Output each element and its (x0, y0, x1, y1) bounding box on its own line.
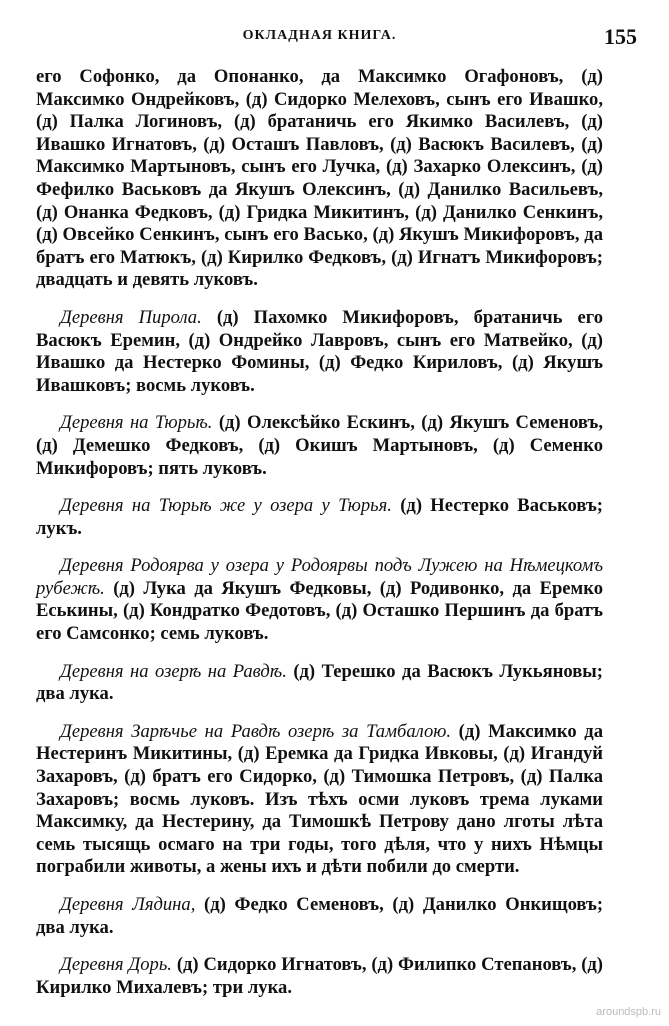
watermark-text: aroundspb.ru (596, 1006, 661, 1018)
running-head (36, 24, 637, 50)
running-title: ОКЛАДНАЯ КНИГА. (242, 28, 397, 43)
village-name: Деревня на озерѣ на Равдѣ. (60, 660, 287, 682)
paragraph-text: (д) Олексѣйко Ескинъ, (д) Якушъ Семеновъ, (д) Демешко Федковъ, (д) Окишъ Мартыновъ, (д) Семенко Микифоровъ; пять луковъ. (36, 412, 603, 479)
body-text (36, 66, 603, 999)
village-name: Деревня Зарѣчье на Равдѣ озерѣ за Тамбалою. (60, 720, 452, 742)
paragraph-text: (д) Терешко да Васюкъ Лукьяновы; два лука. (36, 660, 603, 705)
paragraph-na-tyurie (36, 412, 603, 480)
page-number: 155 (604, 24, 637, 49)
paragraph-text: (д) Лука да Якушъ Федковы, (д) Родивонко, да Еремко Еськины, (д) Кондратко Федотовъ, (д) Осташко Першинъ да братъ его Самсонко; семь луковъ. (36, 577, 603, 645)
paragraph-text: его Софонко, да Опонанко, да Максимко Огафоновъ, (д) Максимко Ондрейковъ, (д) Сидорко Мелеховъ, сынъ его Ивашко, (д) Палка Логиновъ, (д) братаничь его Якимко Василевъ, (д) Ивашко Игнатовъ, (д) Осташъ Павловъ, (д) Васюкъ Василевъ, (д) Максимко Мартыновъ, сынъ его Лучка, (д) Захарко Олексинъ, (д) Фефилко Васьковъ да Якушъ Олексинъ, (д) Данилко Васильевъ, (д) Онанка Федковъ, (д) Гридка Микитинъ, (д) Данилко Сенкинъ, (д) Овсейко Сенкинъ, сынъ его Васько, (д) Якушъ Микифоровъ, да братъ его Матюкъ, (д) Кирилко Федковъ, (д) Игнатъ Микифоровъ; двадцать и девять луковъ. (36, 66, 603, 291)
paragraph-text: (д) Нестерко Васьковъ; лукъ. (36, 495, 603, 539)
paragraph-continuation (36, 66, 603, 292)
paragraph-text: (д) Федко Семеновъ, (д) Данилко Онкищовъ; два лука. (36, 894, 604, 938)
village-name: Деревня Пирола. (60, 306, 202, 328)
paragraph-lyadina (36, 894, 603, 939)
paragraph-text: (д) Сидорко Игнатовъ, (д) Филипко Степановъ, (д) Кирилко Михалевъ; три лука. (36, 954, 603, 998)
paragraph-text: (д) Пахомко Микифоровъ, братаничь его Васюкъ Еремин, (д) Ондрейко Лавровъ, сынъ его Матвейко, (д) Ивашко да Нестерко Фомины, (д) Федко Кириловъ, (д) Якушъ Ивашковъ; восмь луковъ. (36, 306, 604, 396)
village-name: Деревня на Тюрьѣ же у озера у Тюрья. (60, 495, 392, 517)
village-name: Деревня Лядина, (60, 894, 196, 915)
paragraph-pirola (36, 307, 603, 397)
village-name: Деревня Дорь. (60, 954, 172, 976)
village-name: Деревня на Тюрьѣ. (60, 412, 213, 434)
paragraph-dor (36, 954, 603, 999)
paragraph-rodoyarva (36, 555, 603, 645)
paragraph-na-tyurie-ozero (36, 495, 603, 540)
village-name: Деревня Родоярва у озера у Родоярвы подъ Лужею на Нѣмецкомъ рубежѣ. (36, 555, 603, 599)
paragraph-text: (д) Максимко да Нестеринъ Микитины, (д) Еремка да Гридка Ивковы, (д) Игандуй Захаровъ, (д) братъ его Сидорко, (д) Тимошка Петровъ, (д) Палка Захаровъ; восмь луковъ. Изъ тѣхъ осми луковъ трема луками Максимку, да Нестерину, да Тимошкѣ Петрову дано лготы лѣта семь тысящь осмаго на три годы, того дѣля, что у нихъ Нѣмцы пограбили животы, а жены ихъ и дѣти побили до смерти. (36, 720, 603, 878)
paragraph-zarechie (36, 721, 603, 879)
paragraph-na-ravde (36, 661, 603, 706)
